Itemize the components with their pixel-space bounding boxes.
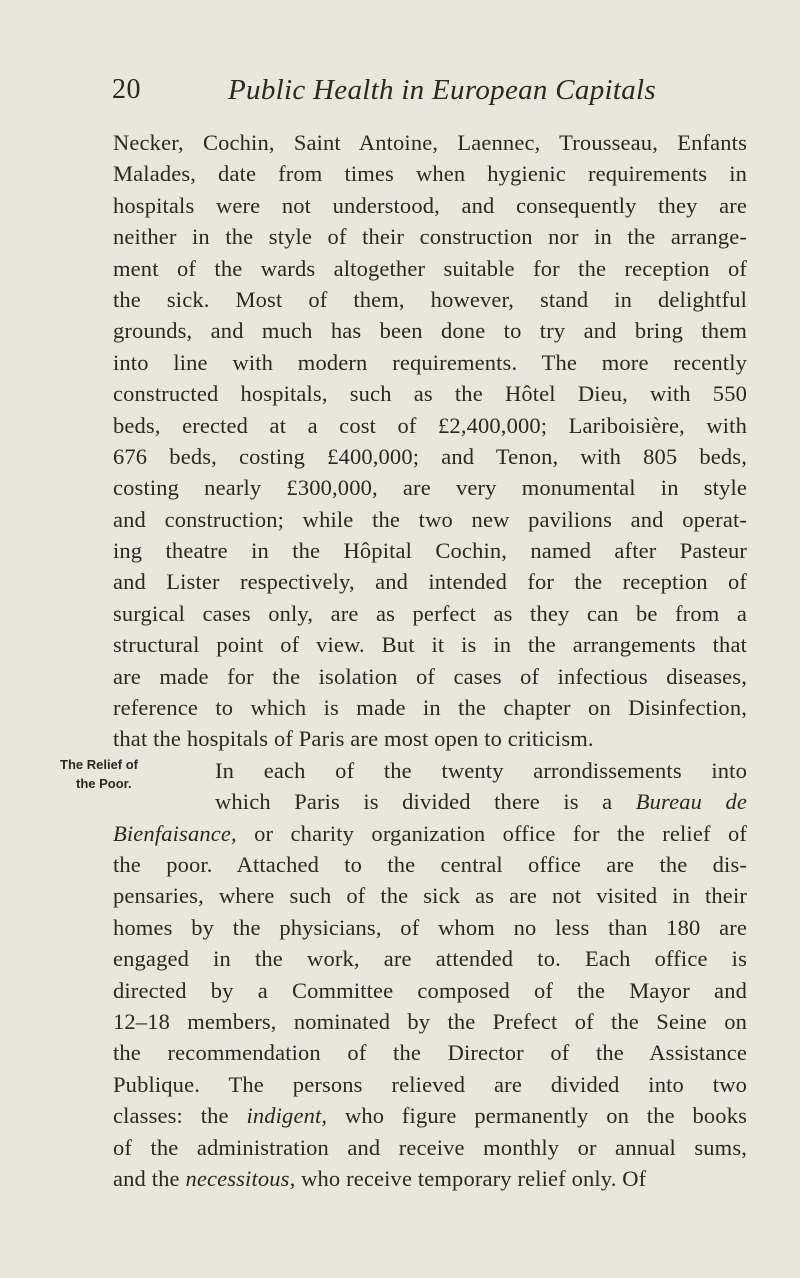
running-title: Public Health in European Capitals [228,74,656,106]
text-line: 676 beds, costing £400,000; and Tenon, with 805 beds, [113,443,747,469]
text-segment: who receive temporary relief only. Of [301,1165,647,1191]
text-line: hospitals were not understood, and consequently they are [113,192,747,218]
text-line [113,1163,747,1194]
text-line: and Lister respectively, and intended for the reception of [113,569,747,595]
body-text [113,127,747,1194]
text-line [113,786,747,817]
italic-term: Bureau de [635,789,747,815]
text-line: directed by a Committee composed of the Mayor and [113,977,747,1003]
text-line [113,818,747,849]
text-line: In each of the twenty arrondissements into [215,757,747,783]
italic-term: indigent, [246,1103,328,1129]
text-line: surgical cases only, are as perfect as they can be from a [113,600,747,626]
text-line: of the administration and receive monthly or annual sums, [113,1134,747,1160]
text-segment: which Paris is divided there is a [215,789,613,815]
text-line: the recommendation of the Director of the Assistance [113,1040,747,1066]
text-line: the poor. Attached to the central office are the dis- [113,851,747,877]
text-line: that the hospitals of Paris are most open to criticism. [113,726,594,752]
page-header [0,74,800,114]
page-number: 20 [112,74,141,105]
text-line [113,1100,747,1131]
text-segment: and the [113,1165,180,1191]
text-line: pensaries, where such of the sick as are not visited in their [113,883,747,909]
text-line: Publique. The persons relieved are divided into two [113,1071,747,1097]
text-line: and construction; while the two new pavilions and operat- [113,506,747,532]
text-line: homes by the physicians, of whom no less than 180 are [113,914,747,940]
text-line: are made for the isolation of cases of infectious diseases, [113,663,747,689]
margin-note-line-1: The Relief of [60,757,139,772]
text-line: Malades, date from times when hygienic requirements in [113,161,747,187]
text-line: constructed hospitals, such as the Hôtel Dieu, with 550 [113,381,747,407]
text-segment: who figure permanently on the books [344,1103,747,1129]
text-line: neither in the style of their construction nor in the arrange- [113,224,747,250]
text-line: into line with modern requirements. The more recently [113,349,747,375]
italic-term: Bienfaisance, [113,820,237,846]
text-line: ment of the wards altogether suitable for the reception of [113,255,747,281]
text-line: Necker, Cochin, Saint Antoine, Laennec, Trousseau, Enfants [113,130,747,155]
text-line: engaged in the work, are attended to. Each office is [113,946,747,972]
text-line: grounds, and much has been done to try and bring them [113,318,747,344]
text-line: reference to which is made in the chapter on Disinfection, [113,695,747,721]
text-line: structural point of view. But it is in the arrangements that [113,632,747,658]
text-line: beds, erected at a cost of £2,400,000; Lariboisière, with [113,412,747,438]
text-line: 12–18 members, nominated by the Prefect of the Seine on [113,1008,747,1034]
text-segment: classes: the [113,1103,229,1129]
text-line: the sick. Most of them, however, stand in delightful [113,286,747,312]
text-line: ing theatre in the Hôpital Cochin, named after Pasteur [113,538,747,564]
margin-note-line-2: the Poor. [76,776,132,791]
text-line: costing nearly £300,000, are very monumental in style [113,475,747,501]
text-segment: or charity organization office for the relief of [254,820,747,846]
italic-term: necessitous, [185,1165,296,1191]
